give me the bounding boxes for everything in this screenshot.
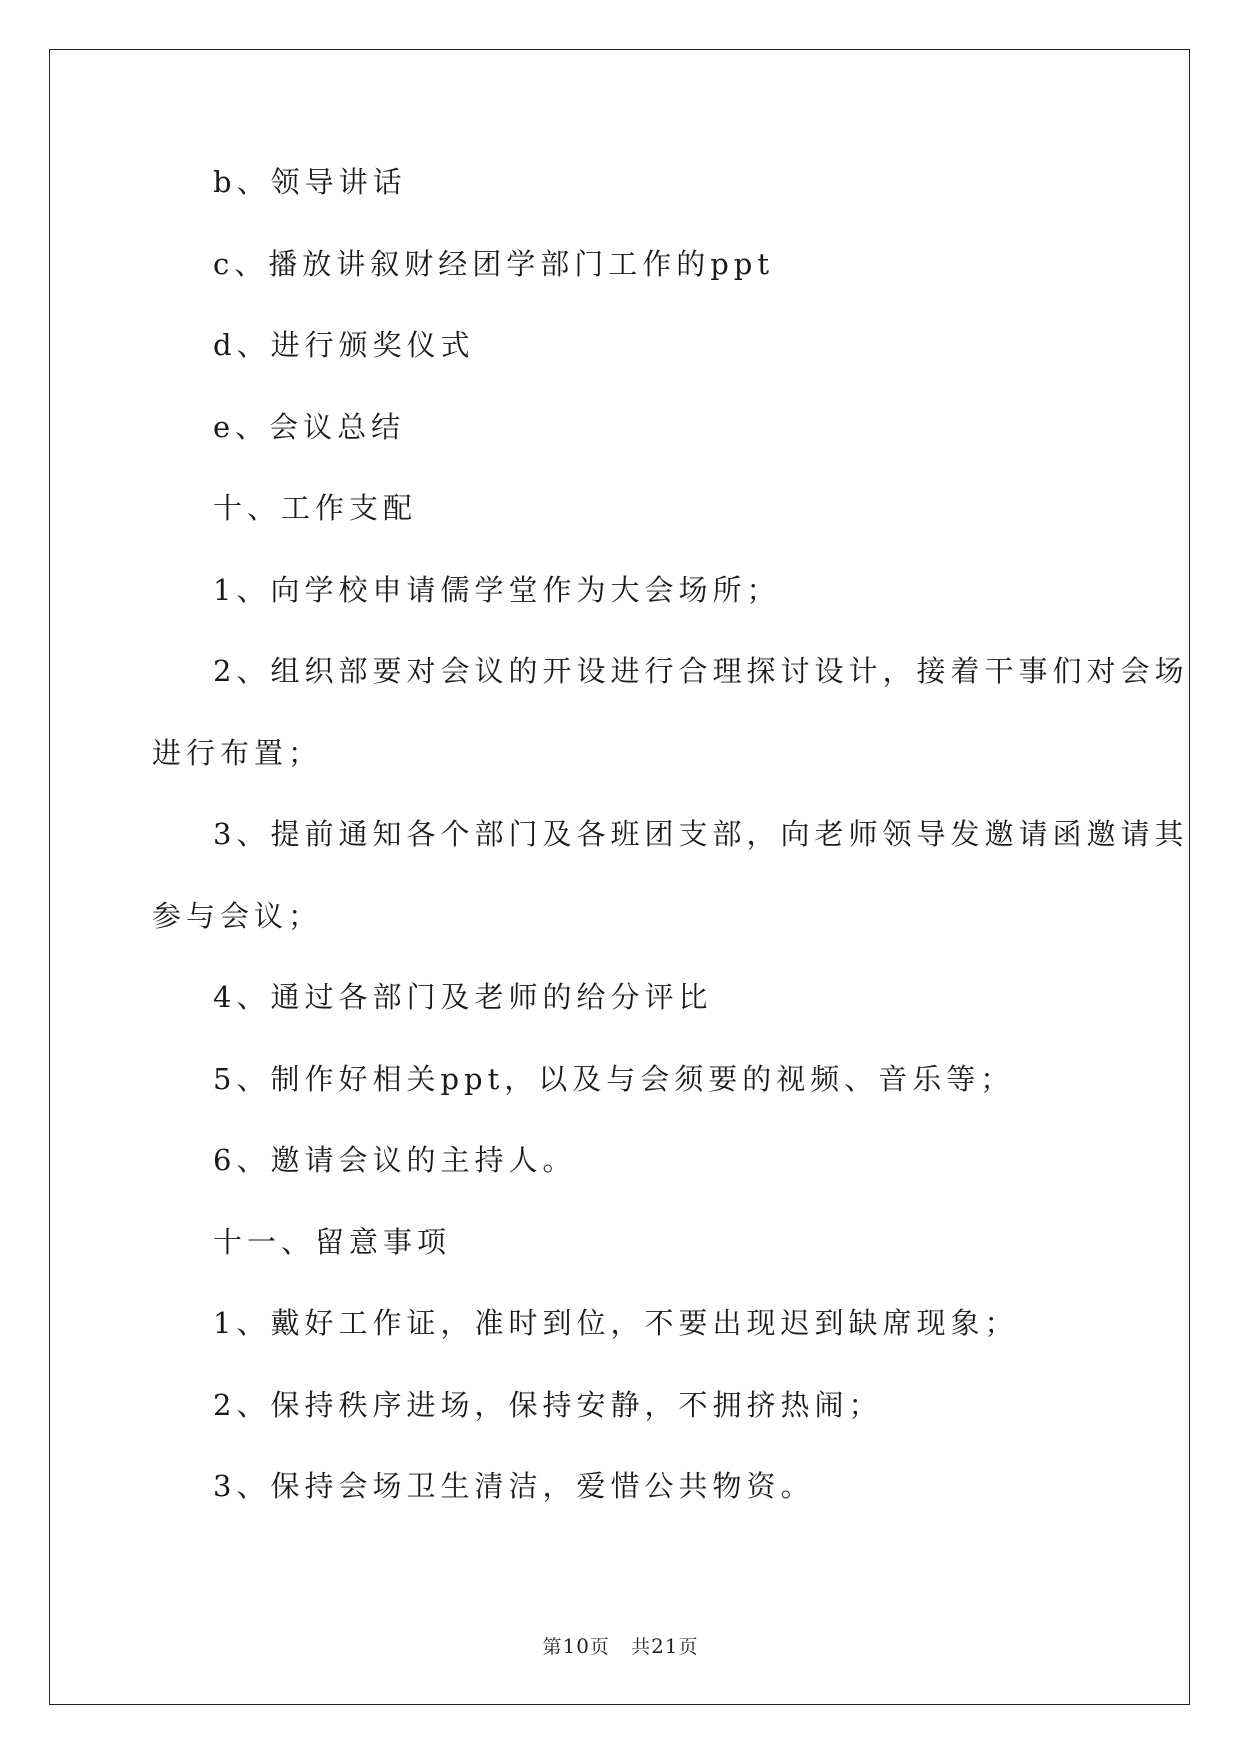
text-line: 1、戴好工作证，准时到位，不要出现迟到缺席现象； [213, 1306, 1019, 1340]
text-line-continuation: 进行布置； [152, 735, 323, 770]
text-line-continuation: 参与会议； [152, 898, 323, 933]
text-line: 3、提前通知各个部门及各班团支部，向老师领导发邀请函邀请其 [213, 817, 1189, 851]
text-line: 4、通过各部门及老师的给分评比 [213, 980, 713, 1014]
document-body [152, 165, 1189, 1554]
text-line: 6、邀请会议的主持人。 [213, 1143, 577, 1177]
text-line: d、进行颁奖仪式 [213, 328, 475, 362]
text-line: 2、保持秩序进场，保持安静，不拥挤热闹； [213, 1387, 883, 1422]
current-page-number: 10 [562, 1634, 590, 1658]
total-pages-number: 21 [651, 1634, 679, 1658]
footer-total-prefix: 共 [631, 1636, 652, 1658]
footer-total-suffix: 页 [678, 1636, 699, 1658]
footer-prefix: 第 [542, 1636, 563, 1658]
text-line: 1、向学校申请儒学堂作为大会场所； [213, 572, 781, 607]
text-line: b、领导讲话 [213, 165, 407, 199]
footer-page-suffix: 页 [589, 1636, 610, 1658]
section-heading: 十、工作支配 [213, 491, 418, 525]
section-heading: 十一、留意事项 [213, 1224, 452, 1259]
text-line: 2、组织部要对会议的开设进行合理探讨设计，接着干事们对会场 [213, 654, 1189, 688]
text-line: c、播放讲叙财经团学部门工作的ppt [213, 246, 775, 281]
text-line: e、会议总结 [213, 409, 406, 444]
page-footer [0, 1632, 1241, 1659]
text-line: 3、保持会场卫生清洁，爱惜公共物资。 [213, 1469, 815, 1503]
text-line: 5、制作好相关ppt，以及与会须要的视频、音乐等； [213, 1061, 1015, 1096]
